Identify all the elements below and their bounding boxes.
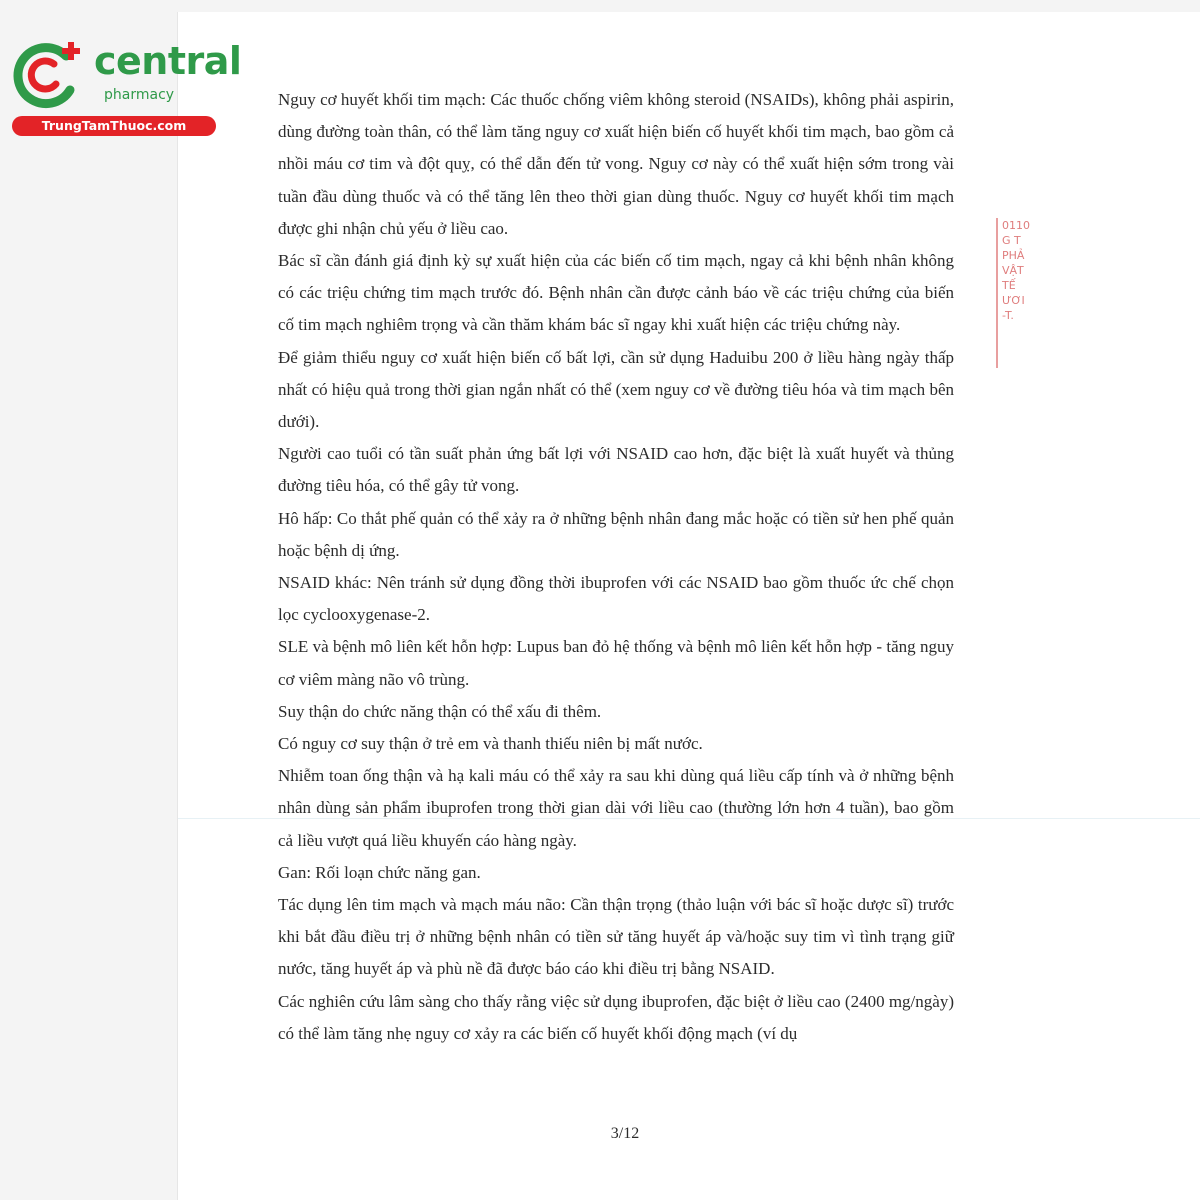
document-body [278, 84, 954, 1050]
logo-subtitle: pharmacy [104, 87, 175, 103]
stamp-text: G T [1002, 234, 1021, 247]
stamp-text: VẬT [1002, 264, 1024, 277]
paragraph-renal-risk-children: Có nguy cơ suy thận ở trẻ em và thanh thiếu niên bị mất nước. [278, 734, 703, 754]
red-stamp [996, 218, 1036, 368]
stamp-text: ƯƠI [1002, 294, 1025, 307]
paragraph-respiratory: Hô hấp: Co thắt phế quản có thể xảy ra ở những bệnh nhân đang mắc hoặc có tiền sử hen phế quản hoặc bệnh dị ứng. [278, 508, 954, 560]
paragraph-cerebrovascular: Tác dụng lên tim mạch và mạch máu não: Cần thận trọng (thảo luận với bác sĩ hoặc dược sĩ) trước khi bắt đầu điều trị ở những bệnh nhân có tiền sử tăng huyết áp và/hoặc suy tim vì tình trạng giữ nước, tăng huyết áp và phù nề đã được báo cáo khi điều trị bằng NSAID. [278, 895, 954, 979]
paragraph-other-nsaid: NSAID khác: Nên tránh sử dụng đồng thời ibuprofen với các NSAID bao gồm thuốc ức chế chọn lọc cyclooxygenase-2. [278, 573, 954, 625]
paragraph-elderly: Người cao tuổi có tần suất phản ứng bất lợi với NSAID cao hơn, đặc biệt là xuất huyết và thủng đường tiêu hóa, có thể gây tử vong. [278, 444, 954, 496]
paragraph-liver: Gan: Rối loạn chức năng gan. [278, 862, 481, 882]
paragraph-renal-impairment: Suy thận do chức năng thận có thể xấu đi thêm. [278, 701, 602, 721]
logo-name: central [94, 39, 242, 83]
paragraph-sle: SLE và bệnh mô liên kết hỗn hợp: Lupus ban đỏ hệ thống và bệnh mô liên kết hỗn hợp - tăng nguy cơ viêm màng não vô trùng. [278, 637, 954, 689]
paragraph-renal-acidosis: Nhiễm toan ống thận và hạ kali máu có thể xảy ra sau khi dùng quá liều cấp tính và ở những bệnh nhân dùng sản phẩm ibuprofen trong thời gian dài với liều cao (thường lớn hơn 4 tuần), bao gồm cả liều vượt quá liều khuyến cáo hàng ngày. [278, 766, 954, 850]
stamp-text: -T. [1002, 309, 1014, 322]
stamp-text: TẾ [1002, 279, 1016, 292]
paragraph-periodic-assessment: Bác sĩ cần đánh giá định kỳ sự xuất hiện của các biến cố tim mạch, ngay cả khi bệnh nhân không có các triệu chứng tim mạch trước đó. Bệnh nhân cần được cảnh báo về các triệu chứng của biến cố tim mạch nghiêm trọng và cần thăm khám bác sĩ ngay khi xuất hiện các triệu chứng này. [278, 251, 954, 335]
central-pharmacy-logo [8, 34, 242, 144]
pharmacy-logo-icon [8, 38, 94, 110]
paragraph-cardiovascular-thrombosis-risk: Nguy cơ huyết khối tim mạch: Các thuốc chống viêm không steroid (NSAIDs), không phải aspirin, dùng đường toàn thân, có thể làm tăng nguy cơ xuất hiện biến cố huyết khối tim mạch, bao gồm cả nhồi máu cơ tim và đột quỵ, có thể dẫn đến tử vong. Nguy cơ này có thể xuất hiện sớm trong vài tuần đầu dùng thuốc và có thể tăng lên theo thời gian dùng thuốc. Nguy cơ huyết khối tim mạch được ghi nhận chủ yếu ở liều cao. [278, 90, 954, 238]
page-number: 3/12 [610, 1125, 640, 1142]
paragraph-clinical-studies: Các nghiên cứu lâm sàng cho thấy rằng việc sử dụng ibuprofen, đặc biệt ở liều cao (2400 mg/ngày) có thể làm tăng nhẹ nguy cơ xảy ra các biến cố huyết khối động mạch (ví dụ [278, 991, 954, 1043]
logo-url-link[interactable]: TrungTamThuoc.com [12, 116, 216, 136]
stamp-text: PHẢ [1002, 249, 1025, 262]
paragraph-minimize-risk: Để giảm thiểu nguy cơ xuất hiện biến cố bất lợi, cần sử dụng Haduibu 200 ở liều hàng ngày thấp nhất có hiệu quả trong thời gian ngắn nhất có thể (xem nguy cơ về đường tiêu hóa và tim mạch bên dưới). [278, 347, 954, 432]
stamp-text: 0110 [1002, 219, 1030, 232]
